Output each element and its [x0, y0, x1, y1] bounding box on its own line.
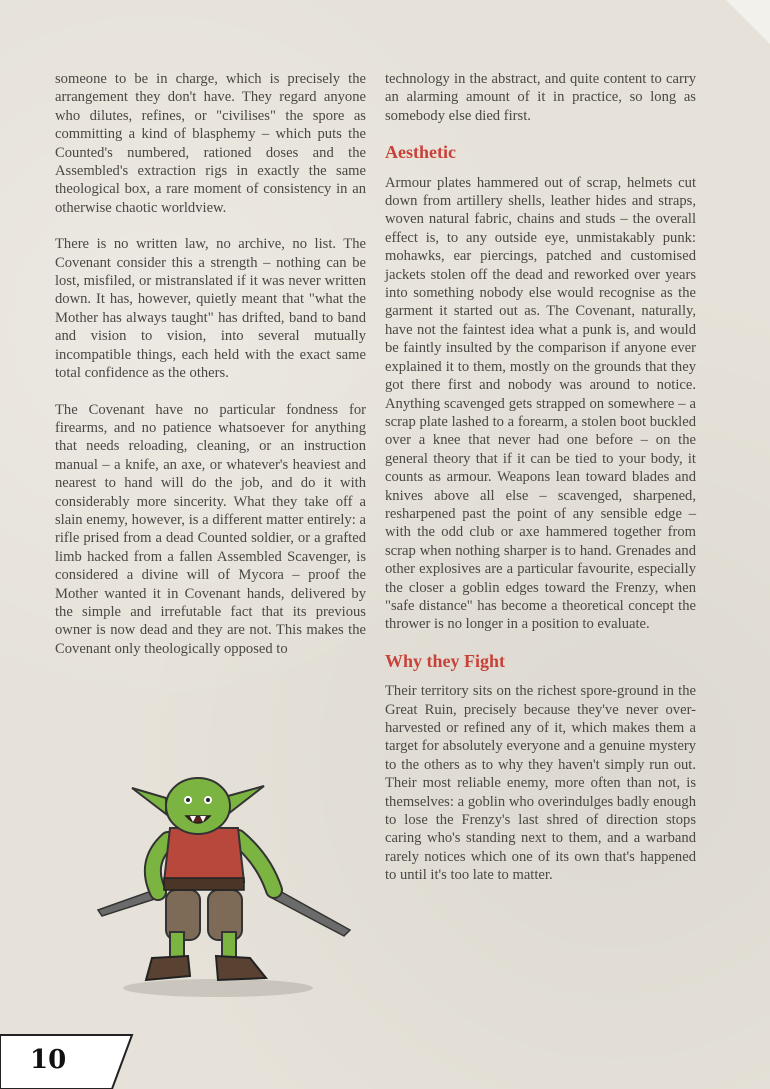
paragraph: The Covenant have no particular fondness for firearms, and no patience whatsoever for anything that needs reloading, cleaning, or an instruction manual – a knife, an axe, or whatever's heaviest and nearest to hand will do the job, and do it with considerably more sincerity. What they take off a slain enemy, however, is a different matter entirely: a rifle prised from a dead Counted soldier, or a grafted limb hacked from a fallen Assembled Scavenger, is considered a divine will of Mycora – proof the Mother wanted it in Covenant hands, delivered by the simple and irrefutable fact that its previous owner is now dead and they are not. This makes the Covenant only theologically opposed to: [55, 401, 366, 657]
right-ear: [228, 786, 264, 814]
page-number-tab: [0, 1033, 140, 1089]
left-ear: [132, 788, 166, 814]
belt: [164, 878, 244, 890]
right-knife: [272, 890, 350, 936]
right-column: [385, 70, 696, 903]
paragraph: someone to be in charge, which is precisely the arrangement they don't have. They regard anyone who dilutes, refines, or "civilises" the spore as committing a kind of blasphemy – which puts the Counted's numbered, rationed doses and the Assembled's extraction rigs in exactly the same theological box, a rare moment of consistency in an otherwise chaotic worldview.: [55, 71, 366, 216]
right-boot: [216, 956, 266, 980]
goblin-head: [166, 778, 230, 834]
ground-shadow: [123, 979, 313, 997]
paragraph: Their territory sits on the richest spore-ground in the Great Ruin, precisely because they've never over-harvested or refined any of it, which makes them a target for absolutely everyone and a genuine mystery to the others as to why they haven't simply run out. Their most reliable enemy, more often than not, is themselves: a goblin who overindulges badly enough to lose the Frenzy's last shred of direction stops caring who's standing next to them, and a warband rarely notices which one of its own that's happened to until it's too late to matter.: [385, 683, 696, 884]
goblin-warrior-illustration: [88, 770, 358, 1000]
paragraph: Armour plates hammered out of scrap, helmets cut down from artillery shells, leather hides and straps, woven natural fabric, chains and studs – the overall effect is, to any outside eye, unmistakably punk: mohawks, ear piercings, patched and customised jackets stolen off the dead and reworked over years into something nobody else would recognise as the garment it started out as. The Covenant, naturally, have not the faintest idea what a punk is, and would be faintly insulted by the comparison if anyone ever explained it to them, mostly on the grounds that they got there first and nobody was around to notice. Anything scavenged gets strapped on somewhere – a scrap plate lashed to a forearm, a stolen boot buckled over a knee that never had one before – on the general theory that if it can be tied to your body, it counts as armour. Weapons lean toward blades and knives above all else – scavenged, sharpened, resharpened past the point of any sensible edge – with the odd club or axe hammered together from scrap when nothing sharper is to hand. Grenades and other explosives are a particular favourite, especially the closer a goblin edges toward the Frenzy, when "safe distance" has become a theoretical concept the thrower is no longer in a position to evaluate.: [385, 174, 696, 633]
paragraph: There is no written law, no archive, no list. The Covenant consider this a strength – nothing can be lost, misfiled, or mistranslated if it was never written down. It has, however, quietly meant that "what the Mother has always taught" has drifted, band to band and vision to vision, into several mutually incompatible things, each held with the exact same total confidence as the others.: [55, 236, 366, 382]
section-heading-aesthetic: Aesthetic: [385, 142, 456, 163]
left-column: [55, 70, 366, 676]
left-boot: [146, 956, 190, 980]
paragraph: technology in the abstract, and quite content to carry an alarming amount of it in practice, so long as somebody else died first.: [385, 71, 696, 124]
page-corner-fold: [726, 0, 770, 44]
section-heading-why-they-fight: Why they Fight: [385, 650, 506, 671]
page-number: 10: [30, 1045, 67, 1075]
red-shirt: [164, 828, 244, 882]
